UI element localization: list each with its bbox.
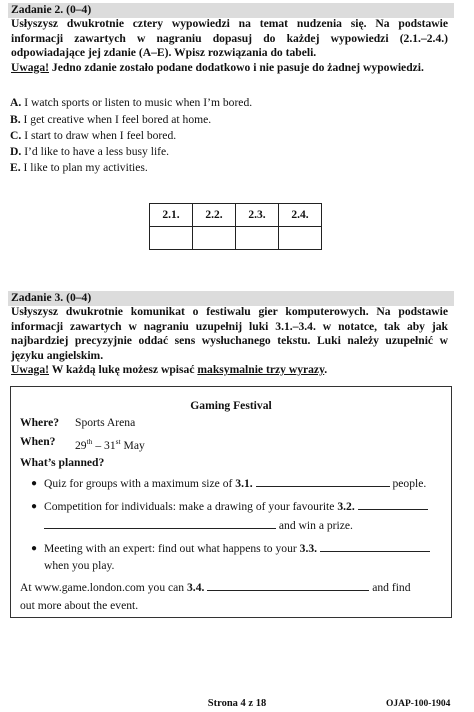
bullet-icon: ●	[31, 501, 38, 512]
option-letter: E.	[10, 161, 21, 174]
task3-intro	[11, 305, 448, 378]
bullet-icon: ●	[31, 543, 38, 554]
note-line-4	[20, 580, 411, 596]
note-item-2-cont	[44, 518, 353, 534]
task2-intro-text: Usłyszysz dwukrotnie cztery wypowiedzi na temat nudzenia się. Na podstawie informacji zawartych w nagraniu dopasuj do każdej wypowiedzi (2.1.–2.4.) odpowiadające jej zdanie (A–E). Wpisz rozwiązania do tabeli.	[11, 17, 448, 59]
answer-header-2-4: 2.4.	[279, 204, 322, 227]
task3-warning-text: W każdą lukę możesz wpisać	[49, 363, 198, 376]
line4-text: At www.game.london.com you can	[20, 581, 187, 594]
note-where-row	[20, 416, 59, 431]
item3-end: when you play.	[44, 559, 115, 572]
task2-heading	[8, 3, 454, 18]
option-letter: B.	[10, 113, 21, 126]
answer-header-2-2: 2.2.	[193, 204, 236, 227]
option-letter: D.	[10, 145, 22, 158]
task2-warning-text: Jedno zdanie zostało podane dodatkowo i nie pasuje do żadnej wypowiedzi.	[49, 60, 424, 74]
when-day-start: 29	[75, 438, 87, 452]
note-when-value	[75, 435, 145, 453]
note-item-2	[44, 499, 428, 515]
answer-cell-2-1[interactable]	[150, 227, 193, 250]
task2-heading-text: Zadanie 2. (0–4)	[11, 3, 92, 16]
item2-end: and win a prize.	[276, 519, 353, 532]
option-text: I like to plan my activities.	[23, 161, 148, 174]
note-item-3-cont	[44, 559, 114, 574]
when-month: May	[120, 438, 145, 452]
task2-intro	[11, 17, 448, 75]
gap-3-1-label: 3.1.	[235, 477, 253, 490]
note-when-row	[20, 435, 55, 450]
where-label: Where?	[20, 416, 60, 429]
note-line-5: out more about the event.	[20, 599, 139, 612]
option-e	[10, 161, 450, 176]
note-title: Gaming Festival	[190, 399, 272, 412]
item1-end: people.	[389, 477, 427, 490]
task2-warning-label: Uwaga!	[11, 60, 49, 74]
gap-3-1-field[interactable]	[256, 476, 390, 487]
planned-label: What’s planned?	[20, 456, 105, 469]
task3-heading-text: Zadanie 3. (0–4)	[11, 291, 92, 304]
answer-table-input-row	[150, 227, 322, 250]
option-d	[10, 145, 450, 160]
gap-3-4-label: 3.4.	[187, 581, 205, 594]
answer-cell-2-3[interactable]	[236, 227, 279, 250]
answer-table	[149, 203, 322, 250]
option-b	[10, 113, 450, 128]
item2-text: Competition for individuals: make a drawing of your favourite	[44, 500, 338, 513]
option-c	[10, 129, 450, 144]
exam-code: OJAP-100-1904	[386, 699, 451, 709]
task3-heading	[8, 291, 454, 306]
when-day-end: – 31	[92, 438, 116, 452]
gap-3-4-field[interactable]	[207, 580, 369, 591]
note-where-value: Sports Arena	[75, 416, 136, 429]
option-text: I get creative when I feel bored at home.	[23, 113, 212, 126]
gap-3-3-field[interactable]	[320, 541, 430, 552]
page-number: Strona 4 z 18	[207, 698, 267, 709]
when-label: When?	[20, 435, 56, 448]
answer-cell-2-2[interactable]	[193, 227, 236, 250]
gap-3-2-label: 3.2.	[337, 500, 355, 513]
answer-cell-2-4[interactable]	[279, 227, 322, 250]
option-text: I watch sports or listen to music when I’m bored.	[24, 96, 253, 109]
when-suffix-start: th	[86, 437, 93, 446]
gap-3-2-field-b[interactable]	[44, 518, 276, 529]
gap-3-2-field-a[interactable]	[358, 499, 428, 510]
task3-warning-emphasis: maksymalnie trzy wyrazy	[197, 363, 325, 376]
answer-header-2-3: 2.3.	[236, 204, 279, 227]
option-text: I’d like to have a less busy life.	[24, 145, 170, 158]
option-text: I start to draw when I feel bored.	[24, 129, 177, 142]
note-item-1	[44, 476, 426, 492]
task3-warning-label: Uwaga!	[11, 363, 49, 376]
note-box	[10, 386, 452, 618]
when-suffix-end: st	[115, 437, 121, 446]
task3-warning-end: .	[324, 363, 328, 376]
answer-header-2-1: 2.1.	[150, 204, 193, 227]
task3-intro-text: Usłyszysz dwukrotnie komunikat o festiwalu gier komputerowych. Na podstawie informacji zawartych w nagraniu uzupełnij luki 3.1.–3.4. w notatce, tak aby jak najbardziej precyzyjnie oddać sens wysłuchanego tekstu. Luki należy uzupełnić w języku angielskim.	[11, 305, 448, 362]
bullet-icon: ●	[31, 478, 38, 489]
answer-table-header-row	[150, 204, 322, 227]
item1-text: Quiz for groups with a maximum size of	[44, 477, 236, 490]
option-letter: A.	[10, 96, 22, 109]
option-letter: C.	[10, 129, 22, 142]
gap-3-3-label: 3.3.	[299, 542, 318, 555]
option-a	[10, 96, 450, 111]
note-item-3	[44, 541, 430, 557]
line4-end: and find	[369, 581, 411, 594]
item3-text: Meeting with an expert: find out what happens to your	[44, 542, 300, 555]
